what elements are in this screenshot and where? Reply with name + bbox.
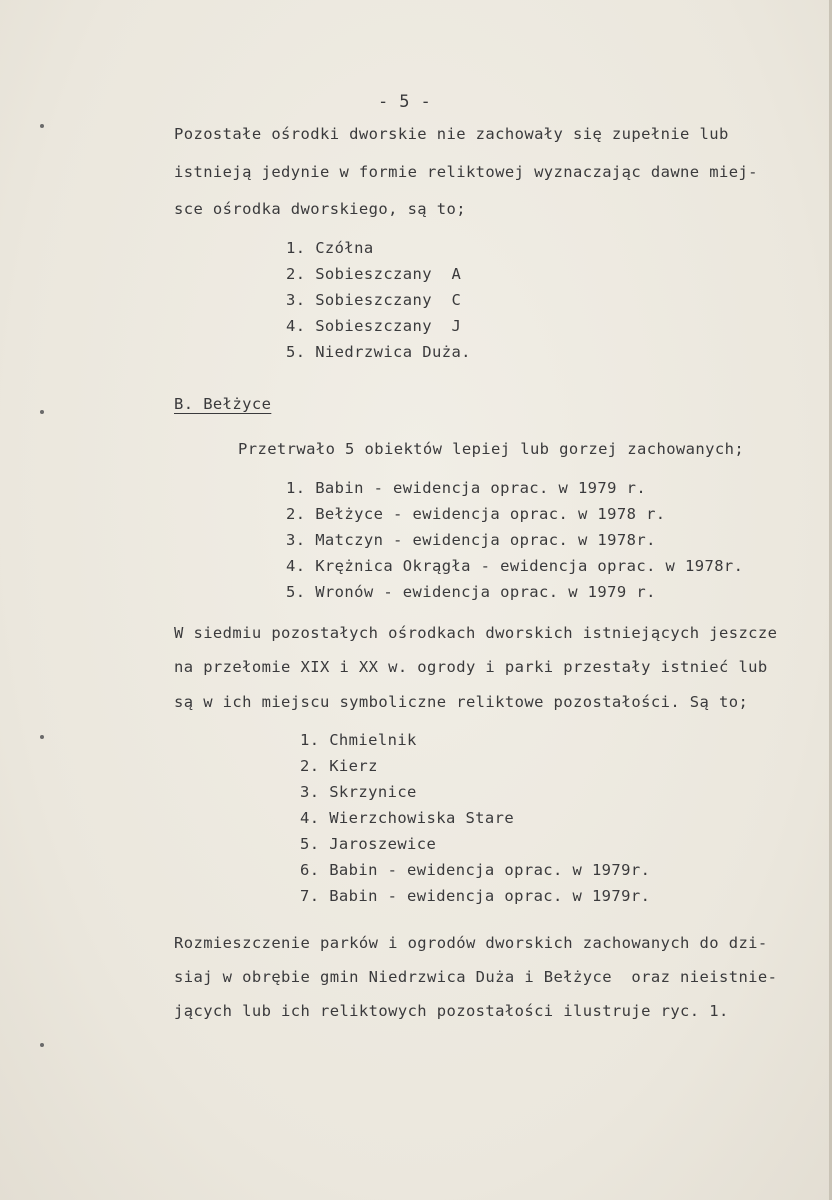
- paragraph-line: Pozostałe ośrodki dworskie nie zachowały się zupełnie lub: [174, 125, 729, 143]
- list-item: 7. Babin - ewidencja oprac. w 1979r.: [300, 887, 651, 905]
- list-item: 1. Chmielnik: [300, 731, 417, 749]
- list-item: 4. Sobieszczany J: [286, 317, 462, 335]
- paragraph-line: na przełomie XIX i XX w. ogrody i parki przestały istnieć lub: [174, 658, 768, 676]
- section-intro: Przetrwało 5 obiektów lepiej lub gorzej zachowanych;: [238, 440, 745, 458]
- paragraph-line: istnieją jedynie w formie reliktowej wyznaczając dawne miej-: [174, 163, 758, 181]
- list-item: 5. Niedrzwica Duża.: [286, 343, 471, 361]
- list-item: 2. Kierz: [300, 757, 378, 775]
- paragraph-line: sce ośrodka dworskiego, są to;: [174, 200, 466, 218]
- list-item: 1. Babin - ewidencja oprac. w 1979 r.: [286, 479, 647, 497]
- punch-mark: [40, 124, 44, 128]
- list-item: 5. Jaroszewice: [300, 835, 437, 853]
- list-item: 3. Sobieszczany C: [286, 291, 462, 309]
- section-heading: B. Bełżyce: [174, 395, 272, 413]
- paragraph-line: siaj w obrębie gmin Niedrzwica Duża i Bełżyce oraz nieistnie-: [174, 968, 778, 986]
- page-number: - 5 -: [378, 92, 432, 112]
- punch-mark: [40, 410, 44, 414]
- paragraph-line: jących lub ich reliktowych pozostałości ilustruje ryc. 1.: [174, 1002, 729, 1020]
- punch-mark: [40, 735, 44, 739]
- list-item: 6. Babin - ewidencja oprac. w 1979r.: [300, 861, 651, 879]
- list-item: 1. Czółna: [286, 239, 374, 257]
- list-item: 4. Krężnica Okrągła - ewidencja oprac. w 1978r.: [286, 557, 744, 575]
- list-item: 3. Matczyn - ewidencja oprac. w 1978r.: [286, 531, 656, 549]
- paragraph-line: W siedmiu pozostałych ośrodkach dworskich istniejących jeszcze: [174, 624, 778, 642]
- list-item: 4. Wierzchowiska Stare: [300, 809, 515, 827]
- punch-mark: [40, 1043, 44, 1047]
- list-item: 3. Skrzynice: [300, 783, 417, 801]
- paragraph-line: Rozmieszczenie parków i ogrodów dworskich zachowanych do dzi-: [174, 934, 768, 952]
- list-item: 5. Wronów - ewidencja oprac. w 1979 r.: [286, 583, 656, 601]
- list-item: 2. Bełżyce - ewidencja oprac. w 1978 r.: [286, 505, 666, 523]
- list-item: 2. Sobieszczany A: [286, 265, 462, 283]
- paragraph-line: są w ich miejscu symboliczne reliktowe pozostałości. Są to;: [174, 693, 749, 711]
